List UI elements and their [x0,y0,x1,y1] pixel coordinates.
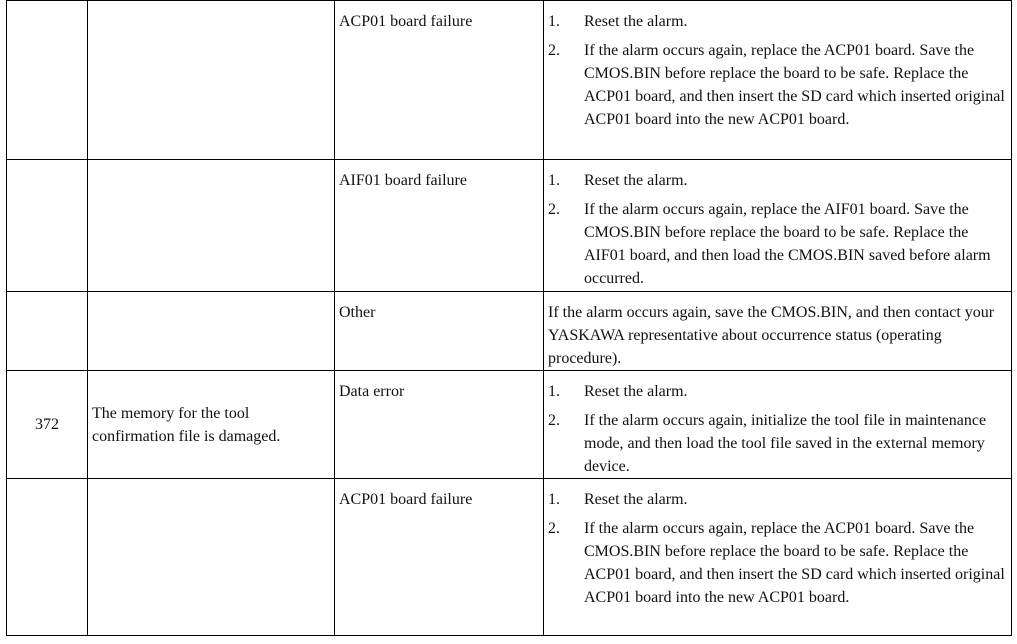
step-text: If the alarm occurs again, replace the ACP01 board. Save the CMOS.BIN before replace the board to be safe. Replace the ACP01 board, and then insert the SD card which inserted original ACP01 board into the new ACP01 board. [584,520,1005,606]
remedy-cell [544,160,1012,292]
step-number: 1. [548,172,560,189]
remedy-cell [544,292,1012,371]
alarm-number-cell [7,1,88,160]
remedy-step [548,488,1005,511]
step-number: 1. [548,13,560,30]
cause-cell: ACP01 board failure [335,479,544,636]
step-number: 2. [548,201,560,218]
step-text: Reset the alarm. [584,172,688,189]
cause-cell: Data error [335,371,544,479]
remedy-cell [544,1,1012,160]
table-row [7,160,1012,292]
cause-cell: AIF01 board failure [335,160,544,292]
alarm-number-cell [7,479,88,636]
table-row [7,1,1012,160]
remedy-step [548,39,1005,131]
step-text: Reset the alarm. [584,383,688,400]
table-row [7,371,1012,479]
step-text: If the alarm occurs again, replace the AIF01 board. Save the CMOS.BIN before replace the board to be safe. Replace the AIF01 board, and then load the CMOS.BIN saved before alarm occurred. [584,201,991,287]
alarm-number-cell [7,160,88,292]
step-text: If the alarm occurs again, initialize the tool file in maintenance mode, and then load the tool file saved in the external memory device. [584,412,987,475]
alarm-number-cell [7,292,88,371]
remedy-step [548,380,1005,403]
remedy-step [548,198,1005,290]
alarm-message-cell [88,160,335,292]
remedy-text: If the alarm occurs again, save the CMOS.BIN, and then contact your YASKAWA representative about occurrence status (operating procedure). [548,304,995,367]
step-text: Reset the alarm. [584,13,688,30]
cause-cell: ACP01 board failure [335,1,544,160]
remedy-step [548,409,1005,478]
alarm-message-cell [88,292,335,371]
cause-cell: Other [335,292,544,371]
remedy-step [548,10,1005,33]
remedy-steps [548,10,1005,131]
alarm-message-cell [88,1,335,160]
remedy-steps [548,488,1005,609]
alarm-table [6,0,1012,636]
step-number: 2. [548,42,560,59]
table-row [7,479,1012,636]
remedy-cell [544,479,1012,636]
step-text: If the alarm occurs again, replace the ACP01 board. Save the CMOS.BIN before replace the board to be safe. Replace the ACP01 board, and then insert the SD card which inserted original ACP01 board into the new ACP01 board. [584,42,1005,128]
remedy-step [548,169,1005,192]
alarm-message-cell: The memory for the tool confirmation file is damaged. [88,371,335,479]
step-number: 2. [548,520,560,537]
table-row [7,292,1012,371]
step-text: Reset the alarm. [584,491,688,508]
step-number: 2. [548,412,560,429]
alarm-number-cell: 372 [7,371,88,479]
remedy-cell [544,371,1012,479]
step-number: 1. [548,491,560,508]
alarm-message-cell [88,479,335,636]
step-number: 1. [548,383,560,400]
remedy-step [548,517,1005,609]
remedy-steps [548,380,1005,478]
remedy-steps [548,169,1005,290]
